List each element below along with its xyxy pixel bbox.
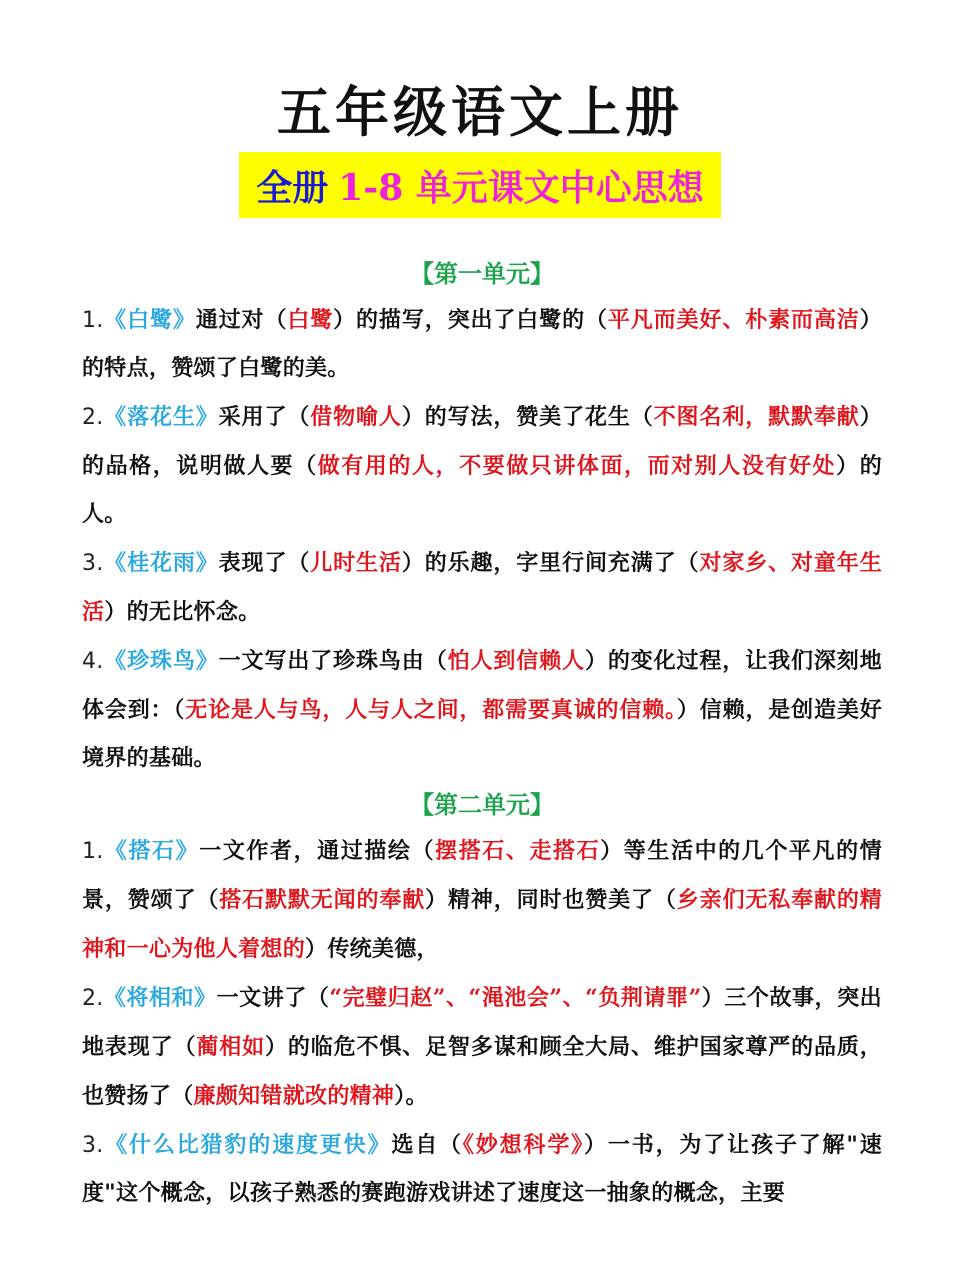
subtitle-banner xyxy=(239,152,721,218)
answer-text: 借物喻人 xyxy=(310,404,402,430)
unit-heading: 【第一单元】 xyxy=(410,260,554,288)
answer-text: 摆搭石、走搭石 xyxy=(435,838,601,864)
list-item: 2.《落花生》采用了（借物喻人）的写法，赞美了花生（不图名利，默默奉献）的品格，说明做人要（做有用的人，不要做只讲体面，而对别人没有好处）的人。 xyxy=(82,404,882,527)
answer-text: 乡亲们无私奉献的精神和一心为他人着想的 xyxy=(82,887,883,962)
list-item: 1.《搭石》一文作者，通过描绘（摆搭石、走搭石）等生活中的几个平凡的情景，赞颂了（搭石默默无闻的奉献）精神，同时也赞美了（乡亲们无私奉献的精神和一心为他人着想的）传统美德， xyxy=(82,838,883,962)
book-title: 《落花生》 xyxy=(103,405,219,430)
book-title: 《搭石》 xyxy=(103,839,200,864)
answer-text: 做有用的人，不要做只讲体面，而对别人没有好处 xyxy=(317,453,837,479)
list-item: 3.《桂花雨》表现了（儿时生活）的乐趣，字里行间充满了（对家乡、对童年生活）的无比怀念。 xyxy=(82,550,882,625)
answer-text: 无论是人与鸟，人与人之间，都需要真诚的信赖。 xyxy=(185,697,677,723)
answer-text: 廉颇知错就改的精神 xyxy=(193,1083,395,1109)
list-item: 4.《珍珠鸟》一文写出了珍珠鸟由（怕人到信赖人）的变化过程，让我们深刻地体会到：（无论是人与鸟，人与人之间，都需要真诚的信赖。）信赖，是创造美好境界的基础。 xyxy=(82,648,882,771)
unit-heading: 【第二单元】 xyxy=(410,791,554,819)
answer-text: 《妙想科学》 xyxy=(462,1132,585,1158)
list-item: 1.《白鹭》通过对（白鹭）的描写，突出了白鹭的（平凡而美好、朴素而高洁）的特点，赞颂了白鹭的美。 xyxy=(82,307,882,381)
answer-text: 对家乡、对童年生活 xyxy=(82,550,882,625)
answer-text: 儿时生活 xyxy=(310,550,402,576)
answer-text: 平凡而美好、朴素而高洁 xyxy=(607,307,860,333)
book-title: 《珍珠鸟》 xyxy=(103,649,219,674)
answer-text: 蔺相如 xyxy=(196,1034,265,1060)
answer-text: 白鹭 xyxy=(287,307,334,333)
answer-text: 不图名利，默默奉献 xyxy=(653,404,860,430)
book-title: 《将相和》 xyxy=(103,986,217,1011)
banner-prefix: 全册 xyxy=(256,167,329,209)
list-item: 2.《将相和》一文讲了（“完璧归赵”、“渑池会”、“负荆请罪”）三个故事，突出地表现了（蔺相如）的临危不惧、足智多谋和顾全大局、维护国家尊严的品质，也赞扬了（廉颇知错就改的精神）。 xyxy=(82,985,882,1109)
document-body xyxy=(82,252,882,1218)
book-title: 《桂花雨》 xyxy=(103,551,219,576)
answer-text: “完璧归赵”、“渑池会”、“负荆请罪” xyxy=(329,985,702,1011)
book-title: 《白鹭》 xyxy=(103,308,196,333)
book-title: 《什么比猎豹的速度更快》 xyxy=(103,1133,392,1158)
answer-text: 怕人到信赖人 xyxy=(447,648,585,674)
page-title: 五年级语文上册 xyxy=(277,81,683,144)
answer-text: 搭石默默无闻的奉献 xyxy=(219,887,426,913)
banner-suffix: 1-8 单元课文中心思想 xyxy=(338,166,704,209)
list-item: 3.《什么比猎豹的速度更快》选自（《妙想科学》）一书，为了让孩子了解"速度"这个概念，以孩子熟悉的赛跑游戏讲述了速度这一抽象的概念，主要 xyxy=(82,1132,882,1206)
